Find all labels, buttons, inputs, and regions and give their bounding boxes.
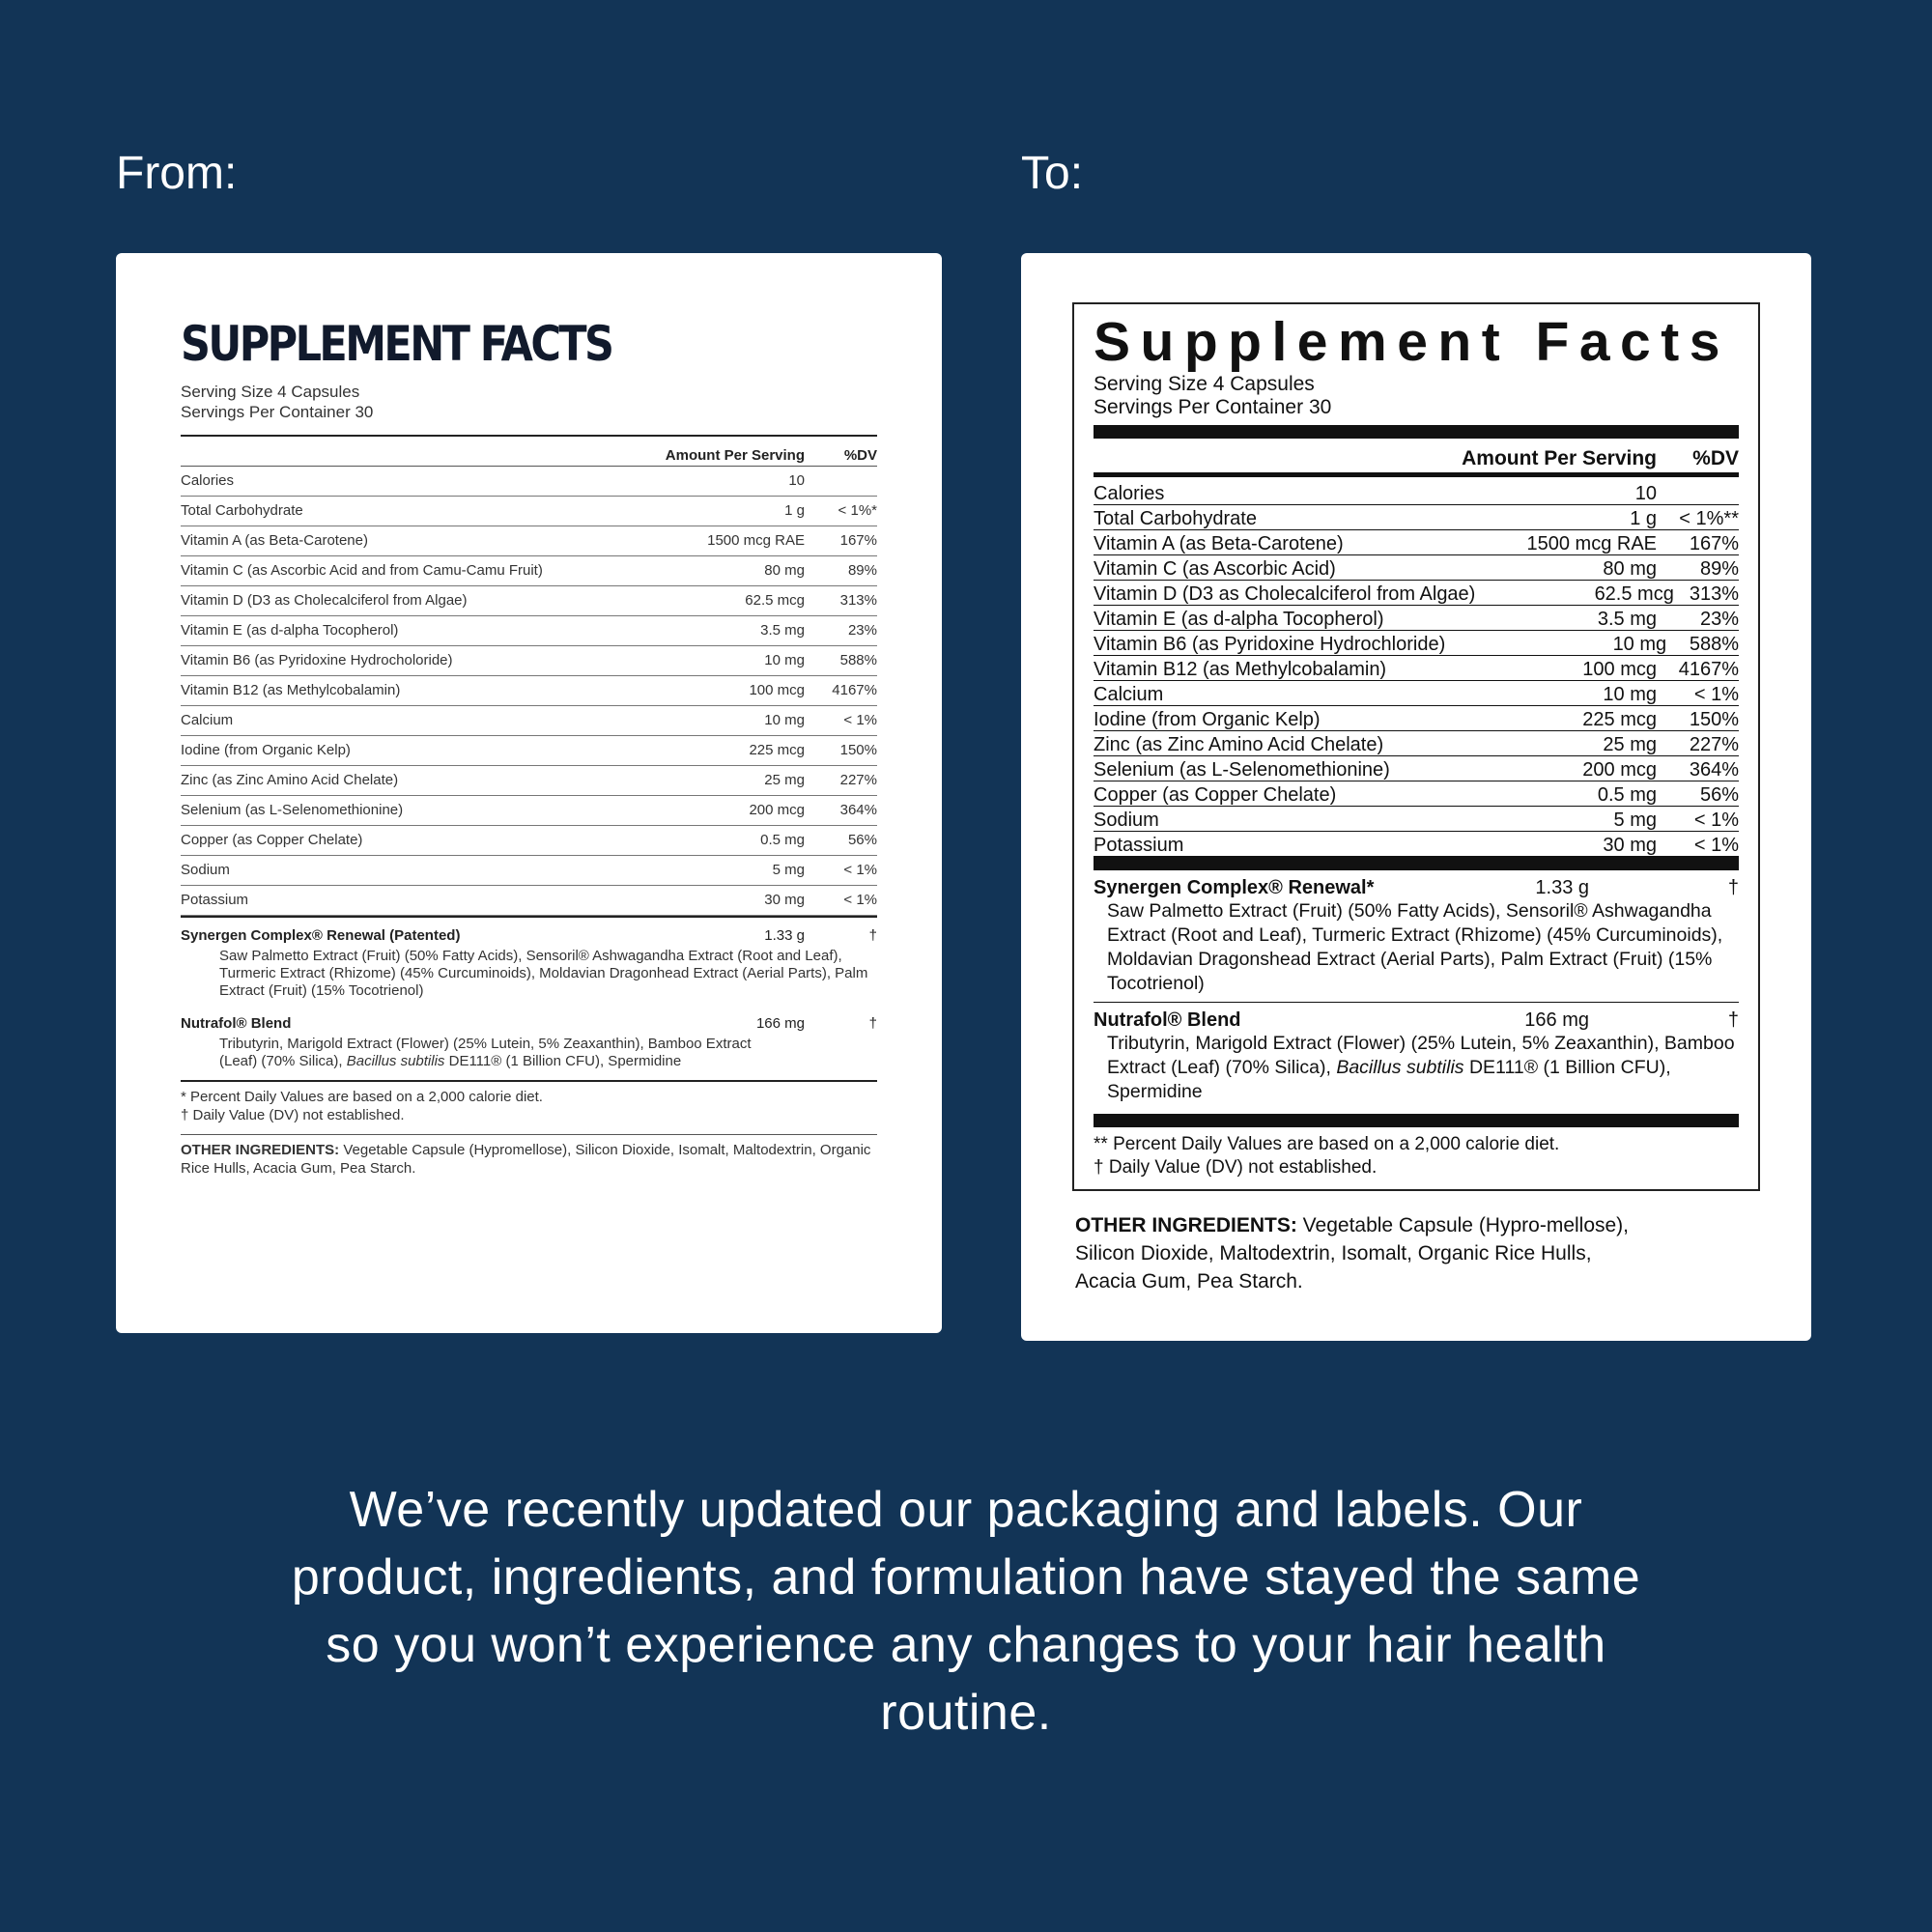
new-nutrient-row bbox=[1094, 631, 1739, 656]
new-nutrient-amount: 1 g bbox=[1630, 507, 1657, 529]
new-divider-bottom bbox=[1094, 1114, 1739, 1127]
new-nutrient-amount: 5 mg bbox=[1613, 809, 1657, 831]
old-synergen-row bbox=[181, 927, 877, 944]
new-nutrient-dv: < 1% bbox=[1693, 834, 1739, 856]
old-nutrient-row bbox=[181, 886, 877, 916]
old-nutrient-table bbox=[181, 467, 877, 918]
new-nutrient-amount: 80 mg bbox=[1603, 557, 1657, 580]
old-nutrient-row bbox=[181, 706, 877, 736]
new-nutrient-table bbox=[1094, 477, 1739, 870]
new-nutrient-amount: 62.5 mcg bbox=[1594, 582, 1674, 605]
old-nutrient-amount: 1500 mcg RAE bbox=[707, 532, 805, 549]
old-nutrient-row bbox=[181, 586, 877, 616]
new-nutrient-dv: 4167% bbox=[1678, 658, 1739, 680]
old-nutrient-dv: 23% bbox=[847, 622, 877, 639]
old-nutrient-row bbox=[181, 467, 877, 497]
new-col-amount: Amount Per Serving bbox=[1462, 446, 1657, 469]
new-nutrient-name: Potassium bbox=[1094, 834, 1184, 856]
old-nutrient-name: Vitamin B12 (as Methylcobalamin) bbox=[181, 682, 401, 698]
old-nutrient-amount: 10 mg bbox=[764, 652, 805, 668]
new-divider-thin bbox=[1094, 1002, 1739, 1003]
update-message: We’ve recently updated our packaging and labels. Our product, ingredients, and formulation have stayed the same so you won’t experience any changes to your hair health routine. bbox=[291, 1482, 1641, 1741]
new-nutrient-row bbox=[1094, 480, 1739, 505]
old-nutrient-amount: 225 mcg bbox=[749, 742, 805, 758]
old-nutrient-dv: 56% bbox=[847, 832, 877, 848]
new-nutrient-row bbox=[1094, 832, 1739, 857]
old-nutrient-dv: 313% bbox=[839, 592, 877, 609]
new-facts-box bbox=[1072, 302, 1760, 1191]
new-nutrient-amount: 1500 mcg RAE bbox=[1526, 532, 1657, 554]
new-nutrient-amount: 10 bbox=[1634, 482, 1657, 504]
old-nutrient-amount: 0.5 mg bbox=[760, 832, 805, 848]
new-nutrafol-dv: † bbox=[1727, 1009, 1739, 1031]
old-nutrient-name: Vitamin B6 (as Pyridoxine Hydrocholoride) bbox=[181, 652, 453, 668]
old-col-amount: Amount Per Serving bbox=[665, 446, 805, 464]
old-nutrient-name: Vitamin A (as Beta-Carotene) bbox=[181, 532, 368, 549]
new-nutrient-dv: 89% bbox=[1699, 557, 1739, 580]
old-col-dv: %DV bbox=[843, 446, 877, 464]
new-other-text: Vegetable Capsule (Hypro-mellose), Silicon Dioxide, Maltodextrin, Isomalt, Organic Rice Hulls, Acacia Gum, Pea Starch. bbox=[1075, 1214, 1630, 1293]
old-synergen-ingredients: Saw Palmetto Extract (Fruit) (50% Fatty Acids), Sensoril® Ashwagandha Extract (Root and Leaf), Turmeric Extract (Rhizome) (45% Curcuminoids), Moldavian Dragonhead Extract (Aerial Parts), Palm Extract (Fruit) (15% Tocotrienol) bbox=[219, 947, 868, 999]
new-nutrient-name: Vitamin B12 (as Methylcobalamin) bbox=[1094, 658, 1387, 680]
new-nutrient-dv: 56% bbox=[1699, 783, 1739, 806]
old-nutrafol-ingredients-a: Tributyrin, Marigold Extract (Flower) (25% Lutein, 5% Zeaxanthin), Bamboo Extract (Leaf) (70% Silica), bbox=[219, 1035, 752, 1069]
new-nutrient-row bbox=[1094, 656, 1739, 681]
new-nutrient-row bbox=[1094, 530, 1739, 555]
new-nutrient-row bbox=[1094, 505, 1739, 530]
new-nutrient-name: Vitamin E (as d-alpha Tocopherol) bbox=[1094, 608, 1384, 630]
new-supplement-facts bbox=[1094, 312, 1739, 1179]
new-nutrient-amount: 225 mcg bbox=[1582, 708, 1657, 730]
new-nutrient-dv: 364% bbox=[1689, 758, 1739, 781]
from-heading: From: bbox=[116, 148, 238, 199]
old-nutrient-row bbox=[181, 826, 877, 856]
old-nutrient-amount: 25 mg bbox=[764, 772, 805, 788]
old-nutrient-dv: 4167% bbox=[832, 682, 877, 698]
new-nutrient-row bbox=[1094, 606, 1739, 631]
new-nutrafol-amount: 166 mg bbox=[1524, 1009, 1589, 1031]
new-other-label: OTHER INGREDIENTS: bbox=[1075, 1214, 1297, 1236]
old-nutrafol-name: Nutrafol® Blend bbox=[181, 1014, 292, 1032]
new-nutrient-amount: 10 mg bbox=[1603, 683, 1657, 705]
new-synergen-amount: 1.33 g bbox=[1535, 876, 1589, 898]
new-nutrient-dv: < 1% bbox=[1693, 683, 1739, 705]
new-nutrient-name: Calories bbox=[1094, 482, 1165, 504]
old-nutrient-amount: 62.5 mcg bbox=[745, 592, 805, 609]
new-nutrient-name: Vitamin B6 (as Pyridoxine Hydrochloride) bbox=[1094, 633, 1446, 655]
old-nutrient-name: Total Carbohydrate bbox=[181, 502, 303, 519]
old-nutrient-dv: < 1% bbox=[843, 712, 877, 728]
new-nutrient-dv: < 1%** bbox=[1679, 507, 1739, 529]
new-synergen-name: Synergen Complex® Renewal* bbox=[1094, 876, 1375, 898]
new-footnote-dv: ** Percent Daily Values are based on a 2,000 calorie diet. bbox=[1094, 1133, 1560, 1154]
old-nutrient-amount: 200 mcg bbox=[749, 802, 805, 818]
new-nutrient-row bbox=[1094, 731, 1739, 756]
new-nutrient-dv: 227% bbox=[1689, 733, 1739, 755]
new-nutrient-name: Total Carbohydrate bbox=[1094, 507, 1257, 529]
new-nutrient-amount: 10 mg bbox=[1612, 633, 1667, 655]
old-nutrient-dv: 227% bbox=[839, 772, 877, 788]
old-footnote-dagger: † Daily Value (DV) not established. bbox=[181, 1106, 405, 1123]
new-serving-size: Serving Size 4 Capsules bbox=[1094, 372, 1315, 395]
old-nutrient-amount: 3.5 mg bbox=[760, 622, 805, 639]
old-nutrient-name: Vitamin C (as Ascorbic Acid and from Camu-Camu Fruit) bbox=[181, 562, 543, 579]
old-footnotes bbox=[181, 1080, 877, 1124]
new-synergen-ingredients: Saw Palmetto Extract (Fruit) (50% Fatty Acids), Sensoril® Ashwagandha Extract (Root and Leaf), Turmeric Extract (Rhizome) (45% Curcuminoids), Moldavian Dragonshead Extract (Aerial Parts), Palm Extract (Fruit) (15% Tocotrienol) bbox=[1107, 899, 1723, 994]
old-nutrient-dv: < 1% bbox=[843, 892, 877, 908]
new-nutrient-row bbox=[1094, 756, 1739, 781]
new-nutrafol-name: Nutrafol® Blend bbox=[1094, 1009, 1241, 1031]
new-col-dv: %DV bbox=[1692, 446, 1739, 469]
old-nutrient-row bbox=[181, 526, 877, 556]
new-table-header bbox=[1094, 439, 1739, 477]
new-nutrient-amount: 200 mcg bbox=[1582, 758, 1657, 781]
new-footnote-dagger: † Daily Value (DV) not established. bbox=[1094, 1156, 1378, 1178]
new-synergen-row bbox=[1094, 876, 1739, 899]
new-nutrient-row bbox=[1094, 681, 1739, 706]
new-nutrafol-ingredients-b: DE111® (1 Billion CFU), Spermidine bbox=[1107, 1056, 1671, 1102]
new-nutrafol-ingredients bbox=[1094, 1032, 1739, 1104]
new-label-card bbox=[1021, 253, 1811, 1341]
new-nutrient-dv: < 1% bbox=[1693, 809, 1739, 831]
new-nutrient-amount: 30 mg bbox=[1603, 834, 1657, 856]
old-label-card bbox=[116, 253, 942, 1333]
old-nutrient-row bbox=[181, 646, 877, 676]
old-nutrient-amount: 10 bbox=[788, 472, 805, 489]
old-nutrient-dv: 364% bbox=[839, 802, 877, 818]
old-nutrient-row bbox=[181, 796, 877, 826]
old-nutrient-name: Calcium bbox=[181, 712, 234, 728]
to-heading: To: bbox=[1021, 148, 1084, 199]
new-nutrient-row bbox=[1094, 781, 1739, 807]
new-servings-per-container: Servings Per Container 30 bbox=[1094, 395, 1332, 418]
old-nutrient-name: Calories bbox=[181, 472, 235, 489]
new-nutrafol-ingredients-italic: Bacillus subtilis bbox=[1336, 1056, 1464, 1078]
old-nutrafol-row bbox=[181, 1015, 877, 1032]
old-nutrient-name: Copper (as Copper Chelate) bbox=[181, 832, 363, 848]
new-nutrient-dv: 313% bbox=[1689, 582, 1739, 605]
old-footnote-dv: * Percent Daily Values are based on a 2,000 calorie diet. bbox=[181, 1088, 543, 1105]
old-nutrient-amount: 30 mg bbox=[764, 892, 805, 908]
old-nutrient-name: Vitamin E (as d-alpha Tocopherol) bbox=[181, 622, 399, 639]
old-synergen-dv: † bbox=[868, 926, 877, 944]
old-nutrient-name: Iodine (from Organic Kelp) bbox=[181, 742, 351, 758]
old-nutrafol-ingredients-b: DE111® (1 Billion CFU), Spermidine bbox=[444, 1052, 682, 1069]
old-nutrient-amount: 10 mg bbox=[764, 712, 805, 728]
new-nutrient-amount: 3.5 mg bbox=[1597, 608, 1657, 630]
old-nutrient-name: Zinc (as Zinc Amino Acid Chelate) bbox=[181, 772, 399, 788]
old-nutrient-row bbox=[181, 556, 877, 586]
new-nutrient-amount: 25 mg bbox=[1603, 733, 1657, 755]
new-synergen-dv: † bbox=[1727, 876, 1739, 898]
new-nutrient-name: Sodium bbox=[1094, 809, 1159, 831]
new-nutrient-name: Selenium (as L-Selenomethionine) bbox=[1094, 758, 1390, 781]
old-nutrafol-ingredients bbox=[181, 1036, 877, 1070]
old-supplement-facts bbox=[181, 316, 877, 1178]
old-other-text: Vegetable Capsule (Hypromellose), Silicon Dioxide, Isomalt, Maltodextrin, Organic Rice Hulls, Acacia Gum, Pea Starch. bbox=[181, 1141, 871, 1177]
new-nutrient-name: Calcium bbox=[1094, 683, 1164, 705]
new-other-ingredients bbox=[1075, 1211, 1635, 1295]
new-nutrient-name: Iodine (from Organic Kelp) bbox=[1094, 708, 1321, 730]
new-nutrient-amount: 0.5 mg bbox=[1597, 783, 1657, 806]
old-nutrient-name: Selenium (as L-Selenomethionine) bbox=[181, 802, 404, 818]
old-nutrient-row bbox=[181, 856, 877, 886]
old-nutrient-name: Potassium bbox=[181, 892, 249, 908]
old-nutrient-dv: < 1%* bbox=[838, 502, 877, 519]
old-nutrient-row bbox=[181, 497, 877, 526]
new-nutrafol-ingredients-a: Tributyrin, Marigold Extract (Flower) (25% Lutein, 5% Zeaxanthin), Bamboo Extract (Leaf) (70% Silica), bbox=[1107, 1032, 1735, 1078]
new-nutrient-row bbox=[1094, 555, 1739, 581]
old-nutrient-row bbox=[181, 736, 877, 766]
new-nutrient-name: Copper (as Copper Chelate) bbox=[1094, 783, 1337, 806]
old-nutrient-amount: 80 mg bbox=[764, 562, 805, 579]
new-nutrient-name: Vitamin D (D3 as Cholecalciferol from Algae) bbox=[1094, 582, 1476, 605]
new-nutrient-row bbox=[1094, 581, 1739, 606]
new-nutrient-row bbox=[1094, 807, 1739, 832]
old-synergen-name: Synergen Complex® Renewal (Patented) bbox=[181, 926, 461, 944]
old-other-ingredients bbox=[181, 1134, 877, 1178]
new-label-title: Supplement Facts bbox=[1094, 311, 1730, 373]
new-footnotes bbox=[1094, 1127, 1739, 1179]
new-divider-thick bbox=[1094, 425, 1739, 439]
old-servings-per-container: Servings Per Container 30 bbox=[181, 402, 374, 421]
new-nutrafol-row bbox=[1094, 1009, 1739, 1032]
old-nutrient-dv: 150% bbox=[839, 742, 877, 758]
old-table-header bbox=[181, 435, 877, 467]
old-nutrafol-amount: 166 mg bbox=[755, 1014, 805, 1032]
old-other-label: OTHER INGREDIENTS: bbox=[181, 1141, 340, 1158]
old-nutrient-dv: < 1% bbox=[843, 862, 877, 878]
new-nutrient-dv: 23% bbox=[1699, 608, 1739, 630]
old-nutrient-dv: 167% bbox=[839, 532, 877, 549]
new-nutrient-dv: 588% bbox=[1689, 633, 1739, 655]
old-nutrient-amount: 5 mg bbox=[772, 862, 805, 878]
old-nutrient-row bbox=[181, 766, 877, 796]
old-nutrafol-dv: † bbox=[868, 1014, 877, 1032]
old-nutrient-row bbox=[181, 616, 877, 646]
new-nutrient-dv: 150% bbox=[1689, 708, 1739, 730]
old-nutrient-name: Vitamin D (D3 as Cholecalciferol from Algae) bbox=[181, 592, 468, 609]
new-nutrient-name: Vitamin C (as Ascorbic Acid) bbox=[1094, 557, 1336, 580]
old-nutrafol-ingredients-italic: Bacillus subtilis bbox=[346, 1052, 445, 1069]
old-nutrient-amount: 100 mcg bbox=[749, 682, 805, 698]
new-nutrient-row bbox=[1094, 706, 1739, 731]
old-label-title: SUPPLEMENT FACTS bbox=[181, 316, 612, 372]
new-nutrient-dv: 167% bbox=[1689, 532, 1739, 554]
new-nutrient-amount: 100 mcg bbox=[1582, 658, 1657, 680]
old-nutrient-name: Sodium bbox=[181, 862, 230, 878]
new-nutrient-name: Zinc (as Zinc Amino Acid Chelate) bbox=[1094, 733, 1384, 755]
old-serving-size: Serving Size 4 Capsules bbox=[181, 382, 360, 401]
old-nutrient-dv: 89% bbox=[847, 562, 877, 579]
old-nutrient-dv: 588% bbox=[839, 652, 877, 668]
new-nutrient-name: Vitamin A (as Beta-Carotene) bbox=[1094, 532, 1344, 554]
old-nutrient-amount: 1 g bbox=[784, 502, 805, 519]
old-synergen-amount: 1.33 g bbox=[764, 926, 805, 944]
old-nutrient-row bbox=[181, 676, 877, 706]
